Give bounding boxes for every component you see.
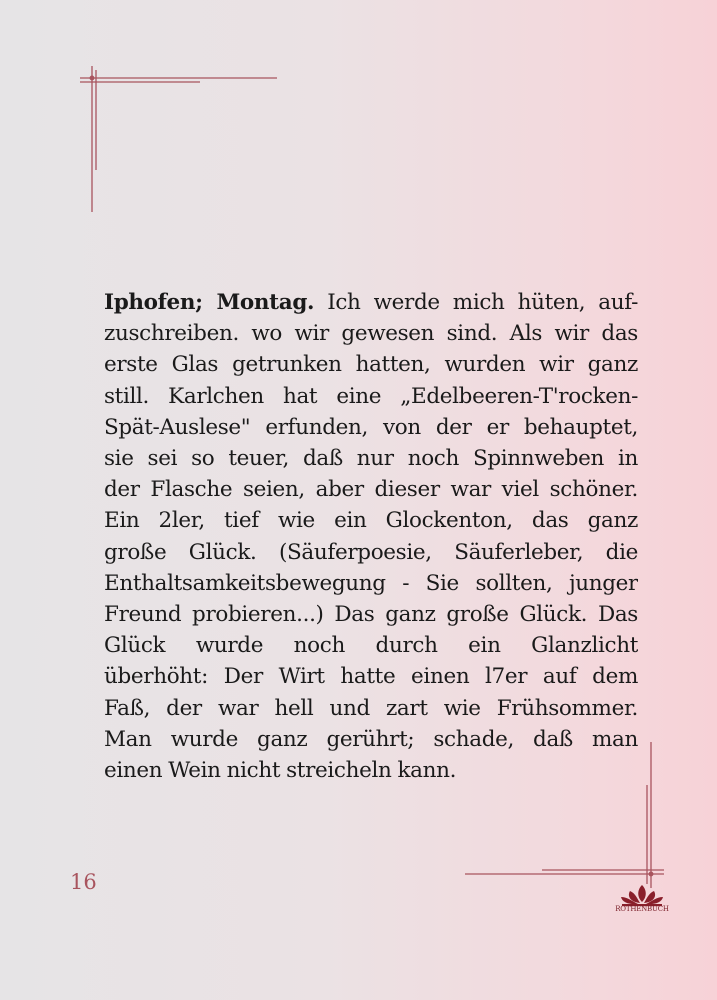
lead-heading: Iphofen; Montag. <box>104 290 315 315</box>
publisher-logo-text: ROTHENBUCH <box>615 905 669 913</box>
text-line: sie sei so teuer, daß nur noch Spinnweben in <box>104 446 638 472</box>
text-line: einen Wein nicht streicheln kann. <box>104 758 457 784</box>
text-line: still. Karlchen hat eine „Edelbeeren-T'rocken- <box>104 383 638 409</box>
text-line: zuschreiben. wo wir gewesen sind. Als wir das <box>104 321 638 347</box>
text-line: Ein 2ler, tief wie ein Glockenton, das ganz <box>104 508 638 534</box>
text-line: Enthaltsamkeitsbewegung - Sie sollten, junger <box>104 570 638 596</box>
text-line: Spät-Auslese" erfunden, von der er behauptet, <box>104 414 638 440</box>
text-line: Iphofen; Montag. Ich werde mich hüten, auf- <box>104 290 638 315</box>
text-line: Faß, der war hell und zart wie Frühsommer. <box>104 695 638 721</box>
text-line: Freund probieren...) Das ganz große Glück. Das <box>104 602 638 628</box>
text-line: erste Glas getrunken hatten, wurden wir ganz <box>104 352 638 378</box>
text-line: Man wurde ganz gerührt; schade, daß man <box>104 726 638 752</box>
text-line: große Glück. (Säuferpoesie, Säuferleber, die <box>104 539 638 565</box>
body-paragraph <box>104 287 638 786</box>
text-line: überhöht: Der Wirt hatte einen l7er auf dem <box>104 664 638 690</box>
text-line: der Flasche seien, aber dieser war viel schöner. <box>104 477 638 503</box>
text-line: Glück wurde noch durch ein Glanzlicht <box>104 633 638 659</box>
page-number: 16 <box>70 870 97 894</box>
